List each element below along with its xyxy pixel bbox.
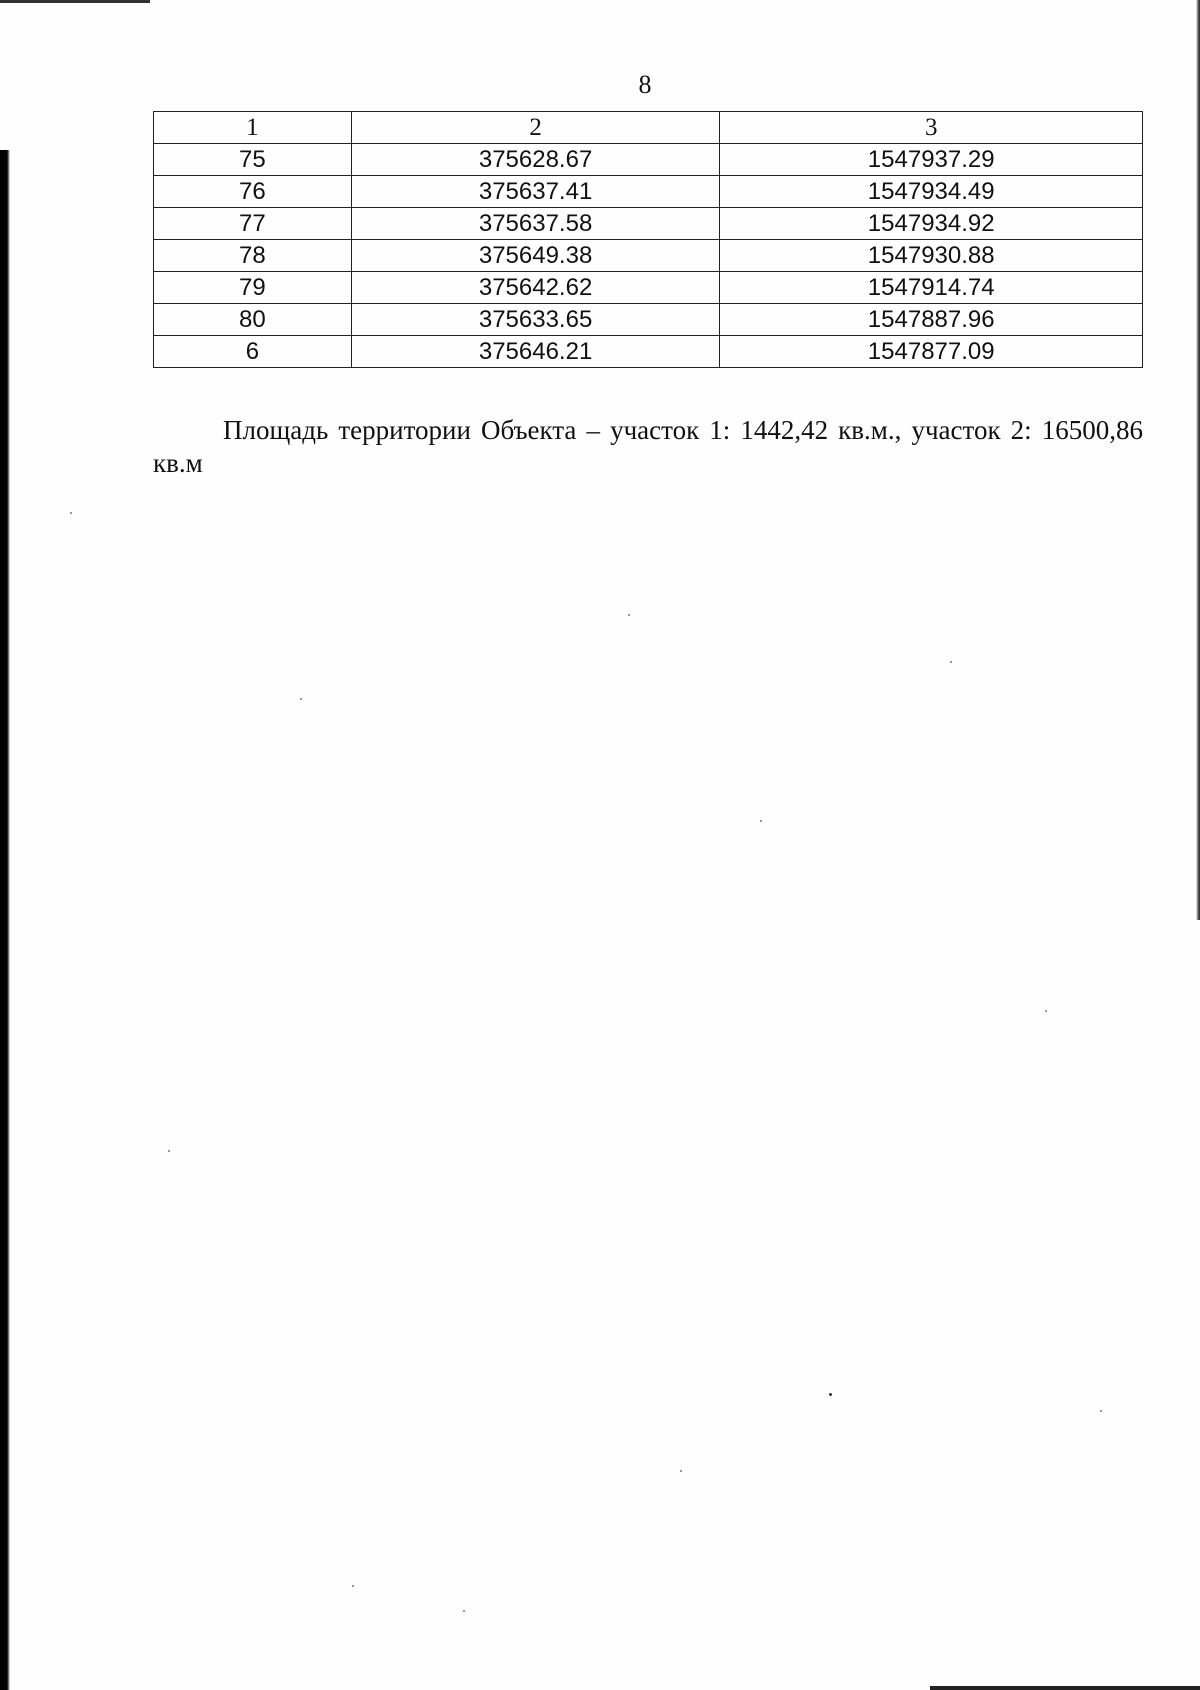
x-coordinate-cell: 375628.67 (351, 144, 720, 176)
column-header: 3 (720, 112, 1143, 144)
y-coordinate-cell: 1547930.88 (720, 240, 1143, 272)
point-number-cell: 6 (154, 336, 352, 368)
point-number-cell: 75 (154, 144, 352, 176)
scan-speck (463, 1610, 465, 1612)
table-header-row (154, 112, 1143, 144)
column-header: 1 (154, 112, 352, 144)
table-row (154, 304, 1143, 336)
scan-speck (168, 1150, 170, 1152)
table-row (154, 336, 1143, 368)
area-paragraph: Площадь территории Объекта – участок 1: 1442,42 кв.м., участок 2: 16500,86 кв.м (153, 415, 1143, 478)
y-coordinate-cell: 1547887.96 (720, 304, 1143, 336)
scan-line-top (0, 0, 150, 3)
table-row (154, 208, 1143, 240)
coordinates-table (153, 111, 1143, 368)
scan-speck (1100, 1410, 1102, 1412)
scan-speck (829, 1393, 832, 1396)
table-row (154, 144, 1143, 176)
page-number-text: 8 (638, 70, 652, 99)
scan-speck (680, 1470, 682, 1472)
scan-speck (300, 698, 302, 700)
point-number-cell: 79 (154, 272, 352, 304)
table-row (154, 240, 1143, 272)
scan-edge-right (1196, 0, 1200, 920)
table-row (154, 272, 1143, 304)
y-coordinate-cell: 1547937.29 (720, 144, 1143, 176)
y-coordinate-cell: 1547877.09 (720, 336, 1143, 368)
y-coordinate-cell: 1547934.49 (720, 176, 1143, 208)
point-number-cell: 78 (154, 240, 352, 272)
point-number-cell: 80 (154, 304, 352, 336)
x-coordinate-cell: 375646.21 (351, 336, 720, 368)
scan-speck (1045, 1010, 1047, 1012)
scan-line-bottom (930, 1686, 1200, 1690)
point-number-cell: 77 (154, 208, 352, 240)
page-number (45, 70, 1200, 100)
y-coordinate-cell: 1547914.74 (720, 272, 1143, 304)
y-coordinate-cell: 1547934.92 (720, 208, 1143, 240)
x-coordinate-cell: 375637.41 (351, 176, 720, 208)
scan-speck (760, 820, 762, 822)
scan-speck (70, 512, 72, 514)
x-coordinate-cell: 375637.58 (351, 208, 720, 240)
x-coordinate-cell: 375642.62 (351, 272, 720, 304)
x-coordinate-cell: 375649.38 (351, 240, 720, 272)
scan-speck (352, 1585, 354, 1587)
point-number-cell: 76 (154, 176, 352, 208)
table-row (154, 176, 1143, 208)
x-coordinate-cell: 375633.65 (351, 304, 720, 336)
scan-edge-left (0, 150, 10, 1690)
scan-speck (950, 661, 952, 663)
scan-speck (628, 614, 630, 616)
column-header: 2 (351, 112, 720, 144)
